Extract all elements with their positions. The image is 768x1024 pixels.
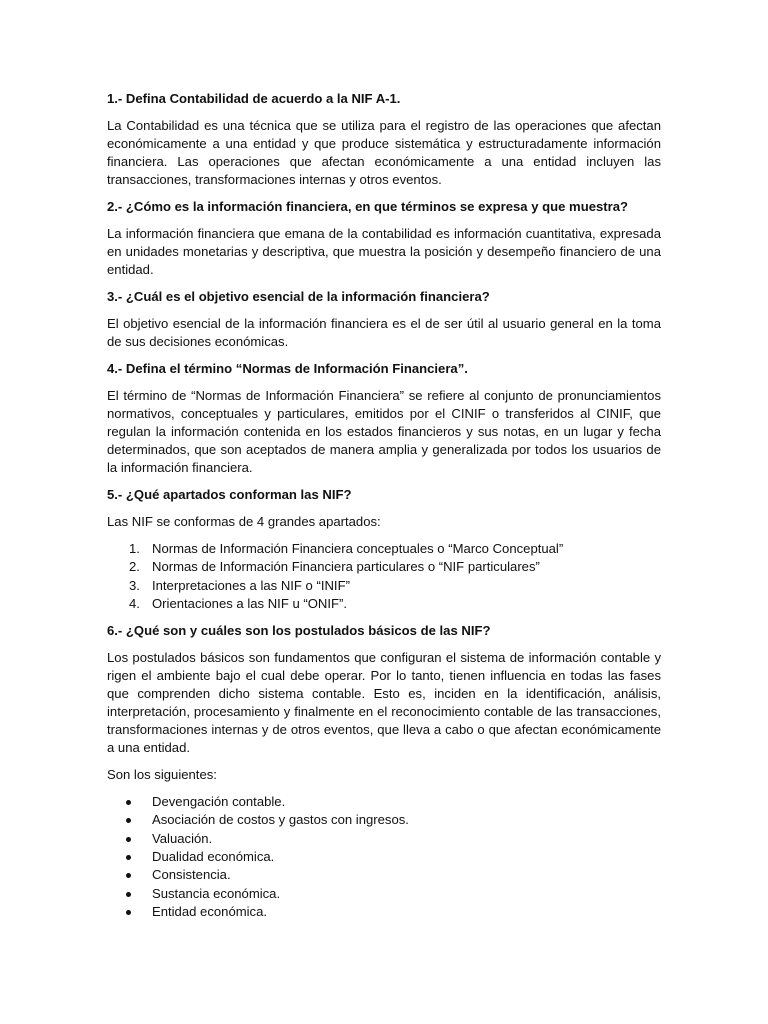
postulates-list (107, 793, 661, 921)
answer-4-paragraph: El término de “Normas de Información Financiera” se refiere al conjunto de pronunciamientos normativos, conceptuales y particulares, emitidos por el CINIF o transferidos al CINIF, que regulan la información contenida en los estados financieros y sus notas, en un lugar y fecha determinados, que son aceptados de manera amplia y generalizada por todos los usuarios de la información financiera. (107, 388, 661, 475)
list-item (107, 540, 661, 558)
list-number: 1. (129, 541, 140, 556)
list-number: 3. (129, 577, 140, 593)
list-item (107, 811, 661, 829)
answer-5-paragraph: Las NIF se conformas de 4 grandes apartados: (107, 514, 381, 529)
bullet-icon (126, 892, 131, 897)
list-item-text: Orientaciones a las NIF u “ONIF”. (152, 595, 348, 611)
bullet-icon (126, 837, 131, 842)
list-item (107, 595, 661, 613)
list-item (107, 903, 661, 921)
list-number: 4. (129, 595, 140, 611)
nif-sections-list (107, 540, 661, 613)
question-6-heading: 6.- ¿Qué son y cuáles son los postulados básicos de las NIF? (107, 623, 491, 639)
list-item-text: Entidad económica. (152, 903, 268, 919)
question-3-heading: 3.- ¿Cuál es el objetivo esencial de la información financiera? (107, 289, 490, 304)
list-item-text: Asociación de costos y gastos con ingresos. (152, 812, 409, 828)
list-item (107, 830, 661, 848)
question-1-heading: 1.- Defina Contabilidad de acuerdo a la NIF A-1. (107, 91, 401, 106)
list-number: 2. (129, 559, 140, 575)
list-item (107, 793, 661, 811)
question-5-heading: 5.- ¿Qué apartados conforman las NIF? (107, 487, 352, 502)
bullet-icon (126, 873, 131, 878)
list-item-text: Consistencia. (152, 867, 231, 883)
list-item-text: Interpretaciones a las NIF o “INIF” (152, 577, 350, 593)
list-item (107, 866, 661, 884)
answer-1-paragraph: La Contabilidad es una técnica que se utiliza para el registro de las operaciones que afectan económicamente a una entidad y que produce sistemática y estructuradamente información financiera. Las operaciones que afectan económicamente a una entidad incluyen las transacciones, transformaciones internas y otros eventos. (107, 118, 661, 187)
list-item (107, 848, 661, 866)
bullet-icon (126, 818, 131, 823)
document-page (107, 90, 661, 930)
list-item-text: Devengación contable. (152, 794, 286, 810)
answer-2-paragraph: La información financiera que emana de la contabilidad es información cuantitativa, expresada en unidades monetarias y descriptiva, que muestra la posición y desempeño financiero de una entidad. (107, 226, 661, 277)
bullet-icon (126, 855, 131, 860)
list-item (107, 558, 661, 576)
answer-3-paragraph: El objetivo esencial de la información financiera es el de ser útil al usuario general en la toma de sus decisiones económicas. (107, 316, 661, 349)
bullet-icon (126, 800, 131, 805)
list-item (107, 577, 661, 595)
bullet-icon (126, 910, 131, 915)
list-item-text: Sustancia económica. (152, 885, 281, 901)
list-item-text: Dualidad económica. (152, 849, 275, 865)
question-2-heading: 2.- ¿Cómo es la información financiera, en que términos se expresa y que muestra? (107, 199, 629, 214)
question-4-heading: 4.- Defina el término “Normas de Información Financiera”. (107, 361, 468, 376)
answer-6-paragraph: Los postulados básicos son fundamentos que configuran el sistema de información contable y rigen el ambiente bajo el cual debe operar. Por lo tanto, tienen influencia en todas las fases que comprenden dicho sistema contable. Esto es, inciden en la identificación, análisis, interpretación, procesamiento y finalmente en el reconocimiento contable de las transacciones, transformaciones internas y de otros eventos, que lleva a cabo o que afectan económicamente a una entidad. (107, 650, 661, 756)
answer-6-intro: Son los siguientes: (107, 767, 217, 783)
list-item (107, 885, 661, 903)
list-item-text: Valuación. (152, 830, 213, 846)
list-item-text: Normas de Información Financiera conceptuales o “Marco Conceptual” (152, 541, 564, 556)
list-item-text: Normas de Información Financiera particulares o “NIF particulares” (152, 559, 540, 575)
